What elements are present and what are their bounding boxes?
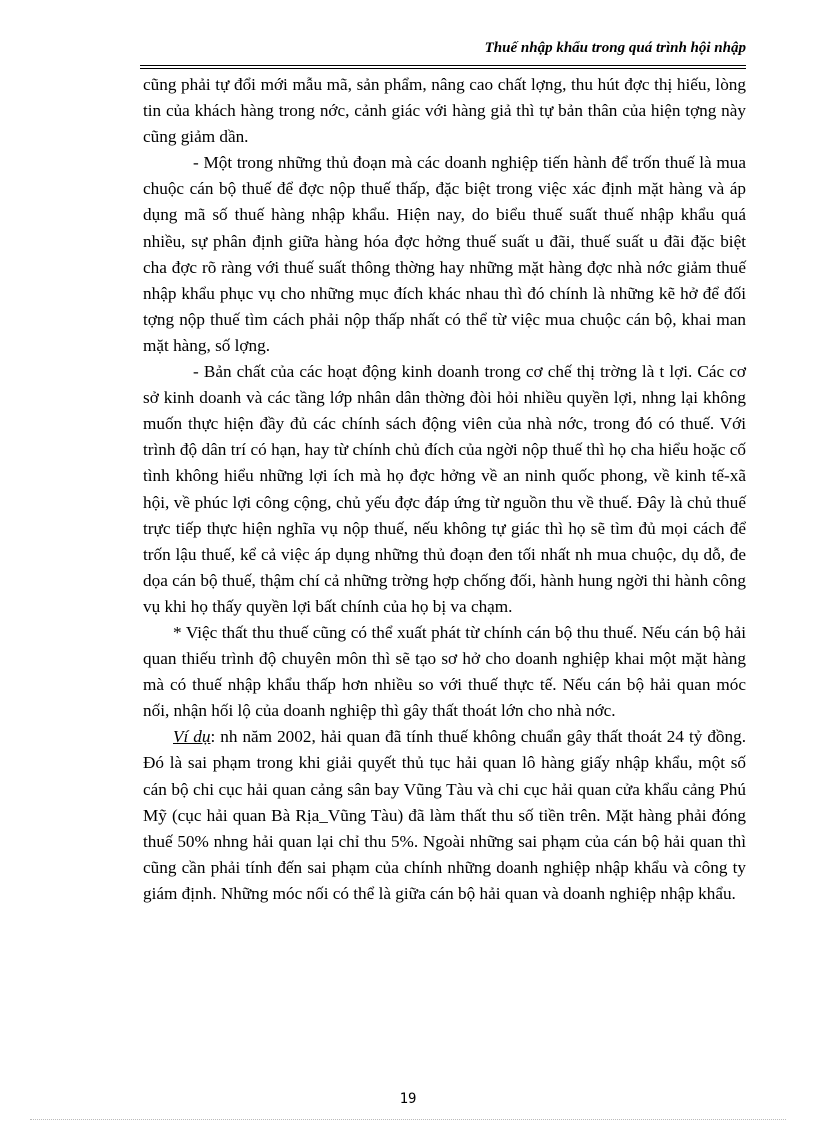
example-label: Ví dụ (173, 727, 211, 747)
example-text: : nh năm 2002, hải quan đã tính thuế không chuẩn gây thất thoát 24 tỷ đồng. Đó là sai phạm trong khi giải quyết thủ tục hải quan lô hàng giấy nhập khẩu, một số cán bộ chi cục hải quan cảng sân bay Vũng Tàu và chi cục hải quan cửa khẩu cảng Phú Mỹ (cục hải quan Bà Rịa_Vũng Tàu) đã làm thất thu số tiền trên. Mặt hàng phải đóng thuế 50% nhng hải quan lại chỉ thu 5%. Ngoài những sai phạm của cán bộ hải quan thì cũng cần phải tính đến sai phạm của chính những doanh nghiệp nhập khẩu và công ty giám định. Những móc nối có thể là giữa cán bộ hải quan và doanh nghiệp nhập khẩu. (143, 727, 746, 903)
paragraph-2: - Một trong những thủ đoạn mà các doanh nghiệp tiến hành để trốn thuế là mua chuộc cán bộ thuế để đợc nộp thuế thấp, đặc biệt trong việc xác định mặt hàng và áp dụng mã số thuế hàng nhập khẩu. Hiện nay, do biểu thuế suất thuế nhập khẩu quá nhiều, sự phân định giữa hàng hóa đợc hởng thuế suất u đãi, thuế suất u đãi đặc biệt cha đợc rõ ràng với thuế suất thông thờng hay những mặt hàng đợc nhà nớc giảm thuế nhập khẩu phục vụ cho những mục đích khác nhau thì đó chính là những kẽ hở để đối tợng nộp thuế tìm cách phải nộp thấp nhất có thể từ việc mua chuộc cán bộ, khai man mặt hàng, số lợng. (143, 153, 746, 355)
footer-rule (30, 1119, 786, 1120)
page-number: 19 (399, 1091, 417, 1107)
document-body (143, 72, 746, 907)
paragraph-4: * Việc thất thu thuế cũng có thể xuất phát từ chính cán bộ thu thuế. Nếu cán bộ hải quan thiếu trình độ chuyên môn thì sẽ tạo sơ hở cho doanh nghiệp khai một mặt hàng mà có thuế nhập khẩu thấp hơn nhiều so với thuế thực tế. Nếu cán bộ hải quan móc nối, nhận hối lộ của doanh nghiệp thì gây thất thoát lớn cho nhà nớc. (143, 622, 746, 721)
running-header: Thuế nhập khẩu trong quá trình hội nhập (484, 40, 746, 56)
paragraph-3: - Bản chất của các hoạt động kinh doanh trong cơ chế thị trờng là t lợi. Các cơ sở kinh doanh và các tầng lớp nhân dân thờng đòi hỏi nhiều quyền lợi, nhng lại không muốn thực hiện đầy đủ các chính sách động viên của nhà nớc, trong đó có thuế. Với trình độ dân trí có hạn, hay từ chính chủ đích của ngời nộp thuế thì họ cha hiểu hoặc cố tình không hiểu những lợi ích mà họ đợc hởng về an ninh quốc phong, về kinh tế-xã hội, về phúc lợi công cộng, chủ yếu đợc đáp ứng từ nguồn thu về thuế. Đây là chủ thuế trực tiếp thực hiện nghĩa vụ nộp thuế, nếu không tự giác thì họ sẽ tìm đủ mọi cách để trốn lậu thuế, kể cả việc áp dụng những thủ đoạn đen tối nhất nh mua chuộc, dụ dỗ, đe dọa cán bộ thuế, thậm chí cả những trờng hợp chống đối, hành hung ngời thi hành công vụ khi họ thấy quyền lợi bất chính của họ bị va chạm. (143, 362, 746, 616)
example-paragraph (143, 724, 746, 907)
paragraph-1: cũng phải tự đổi mới mẫu mã, sản phẩm, nâng cao chất lợng, thu hút đợc thị hiếu, lòng tin của khách hàng trong nớc, cảnh giác với hàng giả thì tự bản thân của hiện tợng này cũng giảm dần. (143, 75, 746, 147)
header-rule (140, 65, 746, 69)
